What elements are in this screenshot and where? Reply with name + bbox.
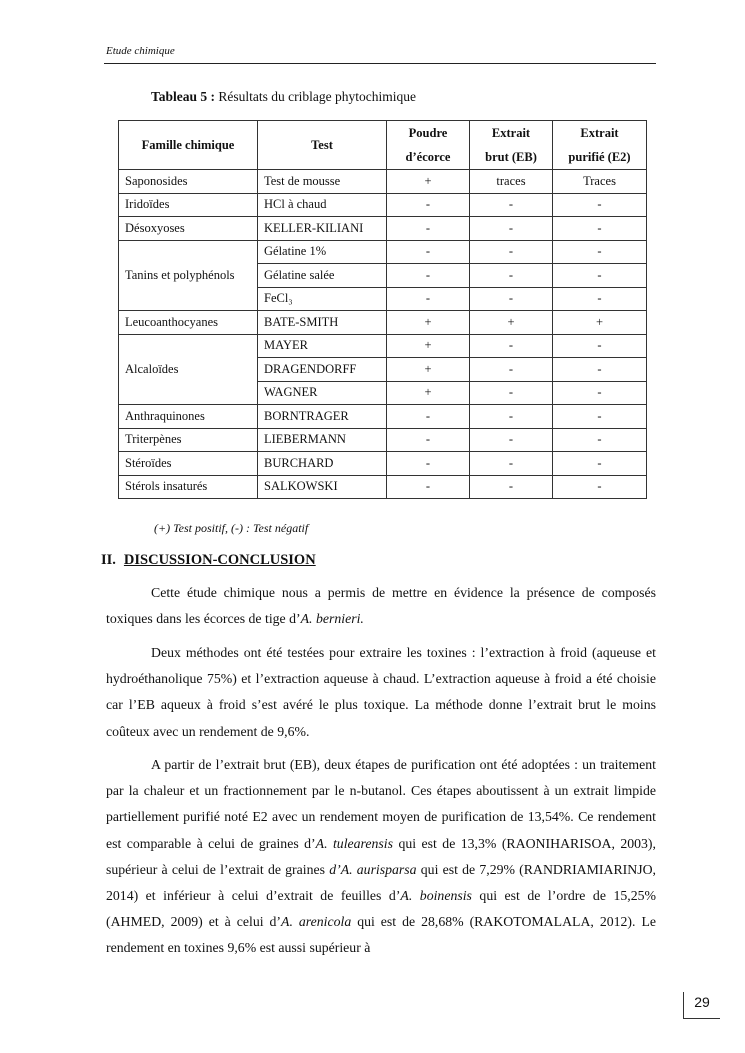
cell-eb: - xyxy=(470,240,553,264)
p3-species-4: A. arenicola xyxy=(281,914,352,930)
p3-text-1: A partir de l’extrait brut (EB), deux étapes de purification ont été adoptées : un traitement par la chaleur et un fractionnement par le n-butanol. Ces étapes aboutissent à un extrait limpide partiellement purifié noté E2 avec un rendement moyen de purification de 13,54%. Ce rendement est comparable à celui de graines d’ xyxy=(106,757,656,851)
cell-e2: - xyxy=(553,452,647,476)
cell-test: SALKOWSKI xyxy=(258,475,387,499)
section-heading xyxy=(101,552,316,569)
cell-e2: - xyxy=(553,428,647,452)
header-rule xyxy=(104,63,656,64)
table-header-row xyxy=(119,121,647,170)
cell-eb: - xyxy=(470,334,553,358)
header-poudre-line1: Poudre xyxy=(408,126,448,140)
cell-family: Désoxyoses xyxy=(119,217,258,241)
cell-family: Saponosides xyxy=(119,170,258,194)
cell-family: Triterpènes xyxy=(119,428,258,452)
table-row xyxy=(119,193,647,217)
header-poudre xyxy=(387,121,470,170)
page-number: 29 xyxy=(694,994,710,1010)
cell-poudre: + xyxy=(387,381,470,405)
cell-test: WAGNER xyxy=(258,381,387,405)
cell-e2: - xyxy=(553,193,647,217)
cell-e2: + xyxy=(553,311,647,335)
header-eb-line1: Extrait xyxy=(491,126,531,140)
table-row xyxy=(119,428,647,452)
cell-eb: traces xyxy=(470,170,553,194)
cell-e2: - xyxy=(553,264,647,288)
table-row xyxy=(119,475,647,499)
cell-test: BORNTRAGER xyxy=(258,405,387,429)
cell-poudre: - xyxy=(387,405,470,429)
cell-e2: - xyxy=(553,475,647,499)
cell-poudre: - xyxy=(387,428,470,452)
p2-text: Deux méthodes ont été testées pour extraire les toxines : l’extraction à froid (aqueuse et hydroéthanolique 75%) et l’extraction aqueuse à chaud. L’extraction aqueuse à froid a été choisie car l’EB aqueux à froid s’est avéré le plus toxique. La méthode donne l’extrait brut le moins coûteux avec un rendement de 9,6%. xyxy=(106,645,656,739)
cell-eb: - xyxy=(470,217,553,241)
cell-family: Leucoanthocyanes xyxy=(119,311,258,335)
cell-eb: + xyxy=(470,311,553,335)
p1-species: A. bernieri. xyxy=(300,611,364,627)
cell-e2: - xyxy=(553,334,647,358)
cell-test: DRAGENDORFF xyxy=(258,358,387,382)
cell-poudre: - xyxy=(387,264,470,288)
p3-species-1: A. tulearensis xyxy=(315,835,393,851)
header-test: Test xyxy=(258,121,387,170)
cell-test: LIEBERMANN xyxy=(258,428,387,452)
cell-test: KELLER-KILIANI xyxy=(258,217,387,241)
cell-eb: - xyxy=(470,475,553,499)
cell-poudre: - xyxy=(387,452,470,476)
cell-e2: - xyxy=(553,287,647,311)
cell-poudre: + xyxy=(387,358,470,382)
cell-poudre: - xyxy=(387,475,470,499)
cell-family: Tanins et polyphénols xyxy=(119,240,258,311)
table-row xyxy=(119,170,647,194)
paragraph-3 xyxy=(106,752,656,962)
cell-eb: - xyxy=(470,287,553,311)
cell-poudre: + xyxy=(387,311,470,335)
header-family: Famille chimique xyxy=(119,121,258,170)
section-number: II. xyxy=(101,552,116,568)
cell-e2: - xyxy=(553,240,647,264)
cell-family: Anthraquinones xyxy=(119,405,258,429)
paragraph-1 xyxy=(106,580,656,632)
page-number-rule-horizontal xyxy=(683,1018,720,1019)
cell-poudre: - xyxy=(387,193,470,217)
cell-e2: - xyxy=(553,381,647,405)
header-eb xyxy=(470,121,553,170)
p3-text-5: qui est de 28,68% (RAKOTOMALALA, 2012). Le rendement en toxines 9,6% est aussi supérieur à xyxy=(106,914,656,956)
header-e2-line2: purifié (E2) xyxy=(568,150,631,164)
cell-family: Alcaloïdes xyxy=(119,334,258,405)
cell-family: Iridoïdes xyxy=(119,193,258,217)
cell-test: BURCHARD xyxy=(258,452,387,476)
table-caption-text: Résultats du criblage phytochimique xyxy=(215,89,416,104)
cell-eb: - xyxy=(470,381,553,405)
header-poudre-line2: d’écorce xyxy=(405,150,451,164)
table-row xyxy=(119,217,647,241)
cell-eb: - xyxy=(470,358,553,382)
cell-eb: - xyxy=(470,452,553,476)
cell-e2: Traces xyxy=(553,170,647,194)
cell-eb: - xyxy=(470,428,553,452)
cell-poudre: - xyxy=(387,217,470,241)
p3-text-3: qui est de 7,29% (RANDRIAMIARINJO, 2014) et inférieur à celui d’extrait de feuilles d’ xyxy=(106,861,656,904)
cell-poudre: + xyxy=(387,170,470,194)
results-table xyxy=(118,120,647,499)
p3-text-4: qui est de l’ordre de 15,25% (AHMED, 2009) et à celui d’ xyxy=(106,888,656,930)
table-caption-label: Tableau 5 : xyxy=(151,89,216,104)
header-e2 xyxy=(553,121,647,170)
table-row xyxy=(119,240,647,264)
paragraph-2 xyxy=(106,640,656,745)
cell-eb: - xyxy=(470,405,553,429)
table-row xyxy=(119,405,647,429)
table-row xyxy=(119,334,647,358)
cell-e2: - xyxy=(553,405,647,429)
running-header-title: Etude chimique xyxy=(106,45,175,57)
cell-test: Test de mousse xyxy=(258,170,387,194)
table-legend: (+) Test positif, (-) : Test négatif xyxy=(154,521,309,535)
header-e2-line1: Extrait xyxy=(580,126,619,140)
section-title: DISCUSSION-CONCLUSION xyxy=(123,552,316,568)
cell-family: Stéroïdes xyxy=(119,452,258,476)
header-eb-line2: brut (EB) xyxy=(485,150,537,164)
table-row xyxy=(119,452,647,476)
cell-e2: - xyxy=(553,358,647,382)
table-caption xyxy=(151,89,416,105)
cell-poudre: - xyxy=(387,287,470,311)
p3-species-2: d’A. aurisparsa xyxy=(329,861,417,877)
cell-poudre: + xyxy=(387,334,470,358)
cell-e2: - xyxy=(553,217,647,241)
cell-eb: - xyxy=(470,193,553,217)
cell-eb: - xyxy=(470,264,553,288)
cell-poudre: - xyxy=(387,240,470,264)
p3-text-2: qui est de 13,3% (RAONIHARISOA, 2003), supérieur à celui de l’extrait de graines xyxy=(106,835,656,877)
cell-test: MAYER xyxy=(258,334,387,358)
p3-species-3: A. boinensis xyxy=(400,888,472,904)
table-row xyxy=(119,311,647,335)
cell-test: FeCl₃ xyxy=(258,287,387,311)
cell-test: Gélatine 1% xyxy=(258,240,387,264)
p1-text: Cette étude chimique nous a permis de mettre en évidence la présence de composés toxiques dans les écorces de tige d’ xyxy=(106,585,656,627)
cell-test: HCl à chaud xyxy=(258,193,387,217)
cell-test: BATE-SMITH xyxy=(258,311,387,335)
cell-test: Gélatine salée xyxy=(258,264,387,288)
cell-family: Stérols insaturés xyxy=(119,475,258,499)
